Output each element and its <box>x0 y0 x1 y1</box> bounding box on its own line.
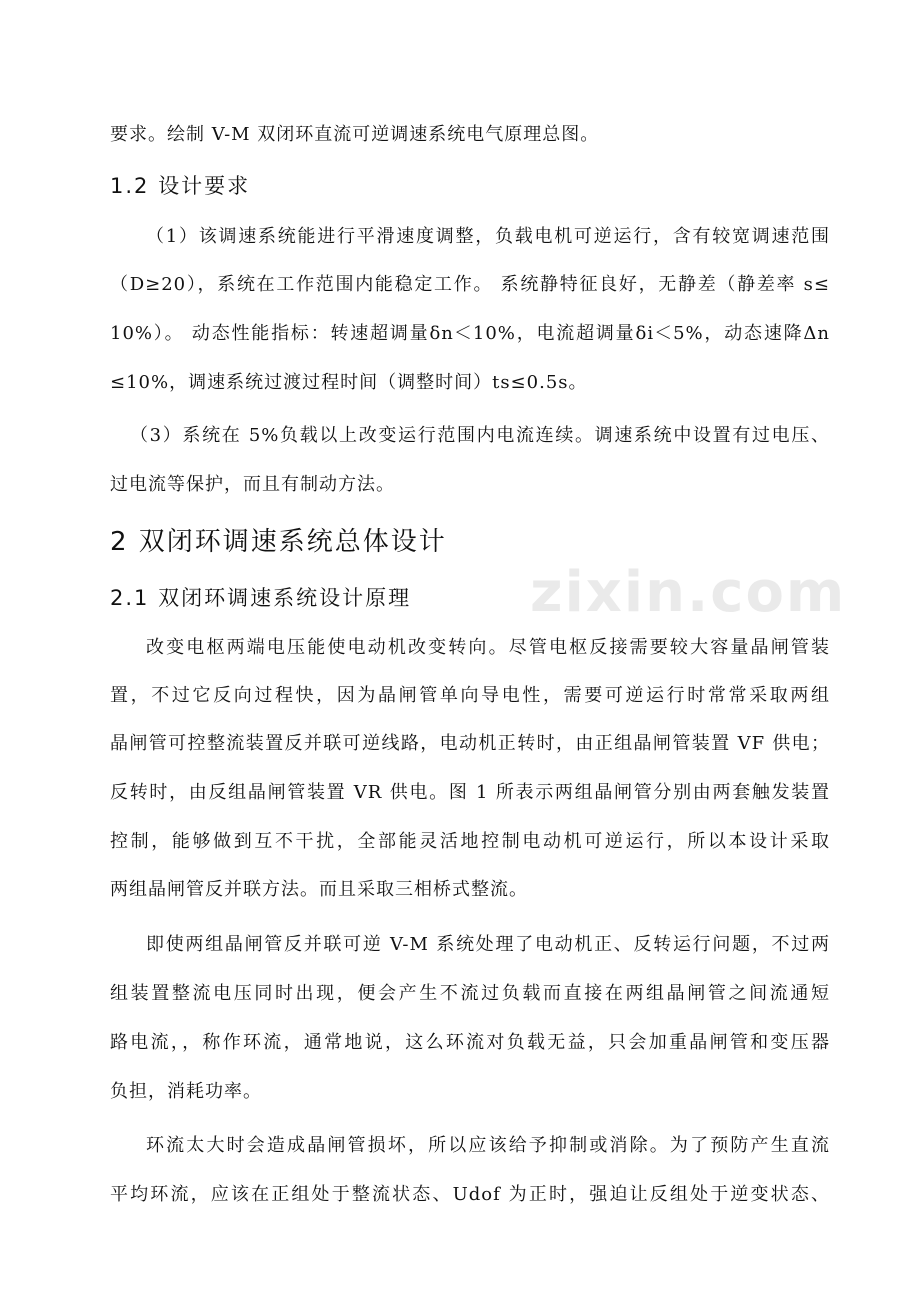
paragraph-line: 路电流，，称作环流，通常地说，这么环流对负载无益，只会加重晶闸管和变压器 <box>110 1032 830 1053</box>
paragraph-line: 过电流等保护，而且有制动方法。 <box>110 474 395 495</box>
paragraph-line: ≤10%，调速系统过渡过程时间（调整时间）ts≤0.5s。 <box>110 372 588 393</box>
paragraph-line: 反转时，由反组晶闸管装置 VR 供电。图 1 所表示两组晶闸管分别由两套触发装置 <box>110 782 830 803</box>
paragraph-line: 10%）。 动态性能指标：转速超调量δn＜10%，电流超调量δi＜5%，动态速降Δn <box>110 323 830 344</box>
paragraph-line: 要求。绘制 V-M 双闭环直流可逆调速系统电气原理总图。 <box>110 124 600 145</box>
watermark: zixin.com <box>530 560 847 625</box>
paragraph-line: 平均环流，应该在正组处于整流状态、Udof 为正时，强迫让反组处于逆变状态、 <box>110 1184 830 1205</box>
section-heading-1-2: 1.2 设计要求 <box>110 174 251 198</box>
paragraph-line: 控制，能够做到互不干扰，全部能灵活地控制电动机可逆运行，所以本设计采取 <box>110 831 830 852</box>
paragraph-line: 即使两组晶闸管反并联可逆 V-M 系统处理了电动机正、反转运行问题，不过两 <box>146 934 830 955</box>
paragraph-line: 环流太大时会造成晶闸管损坏，所以应该给予抑制或消除。为了预防产生直流 <box>146 1135 830 1156</box>
section-heading-2-1: 2.1 双闭环调速系统设计原理 <box>110 586 412 610</box>
paragraph-line: 两组晶闸管反并联方法。而且采取三相桥式整流。 <box>110 879 528 900</box>
paragraph-line: 改变电枢两端电压能使电动机改变转向。尽管电枢反接需要较大容量晶闸管装 <box>146 637 830 658</box>
paragraph-line: 置，不过它反向过程快，因为晶闸管单向导电性，需要可逆运行时常常采取两组 <box>110 685 830 706</box>
paragraph-line: 组装置整流电压同时出现，便会产生不流过负载而直接在两组晶闸管之间流通短 <box>110 983 830 1004</box>
chapter-heading-2: 2 双闭环调速系统总体设计 <box>110 527 447 557</box>
paragraph-line: 晶闸管可控整流装置反并联可逆线路，电动机正转时，由正组晶闸管装置 VF 供电； <box>110 733 830 754</box>
paragraph-line: （3）系统在 5%负载以上改变运行范围内电流连续。调速系统中设置有过电压、 <box>130 425 830 446</box>
paragraph-line: 负担，消耗功率。 <box>110 1081 262 1102</box>
paragraph-line: （1）该调速系统能进行平滑速度调整，负载电机可逆运行，含有较宽调速范围 <box>146 226 830 247</box>
paragraph-line: （D≥20），系统在工作范围内能稳定工作。 系统静特征良好，无静差（静差率 s≤ <box>110 274 830 295</box>
